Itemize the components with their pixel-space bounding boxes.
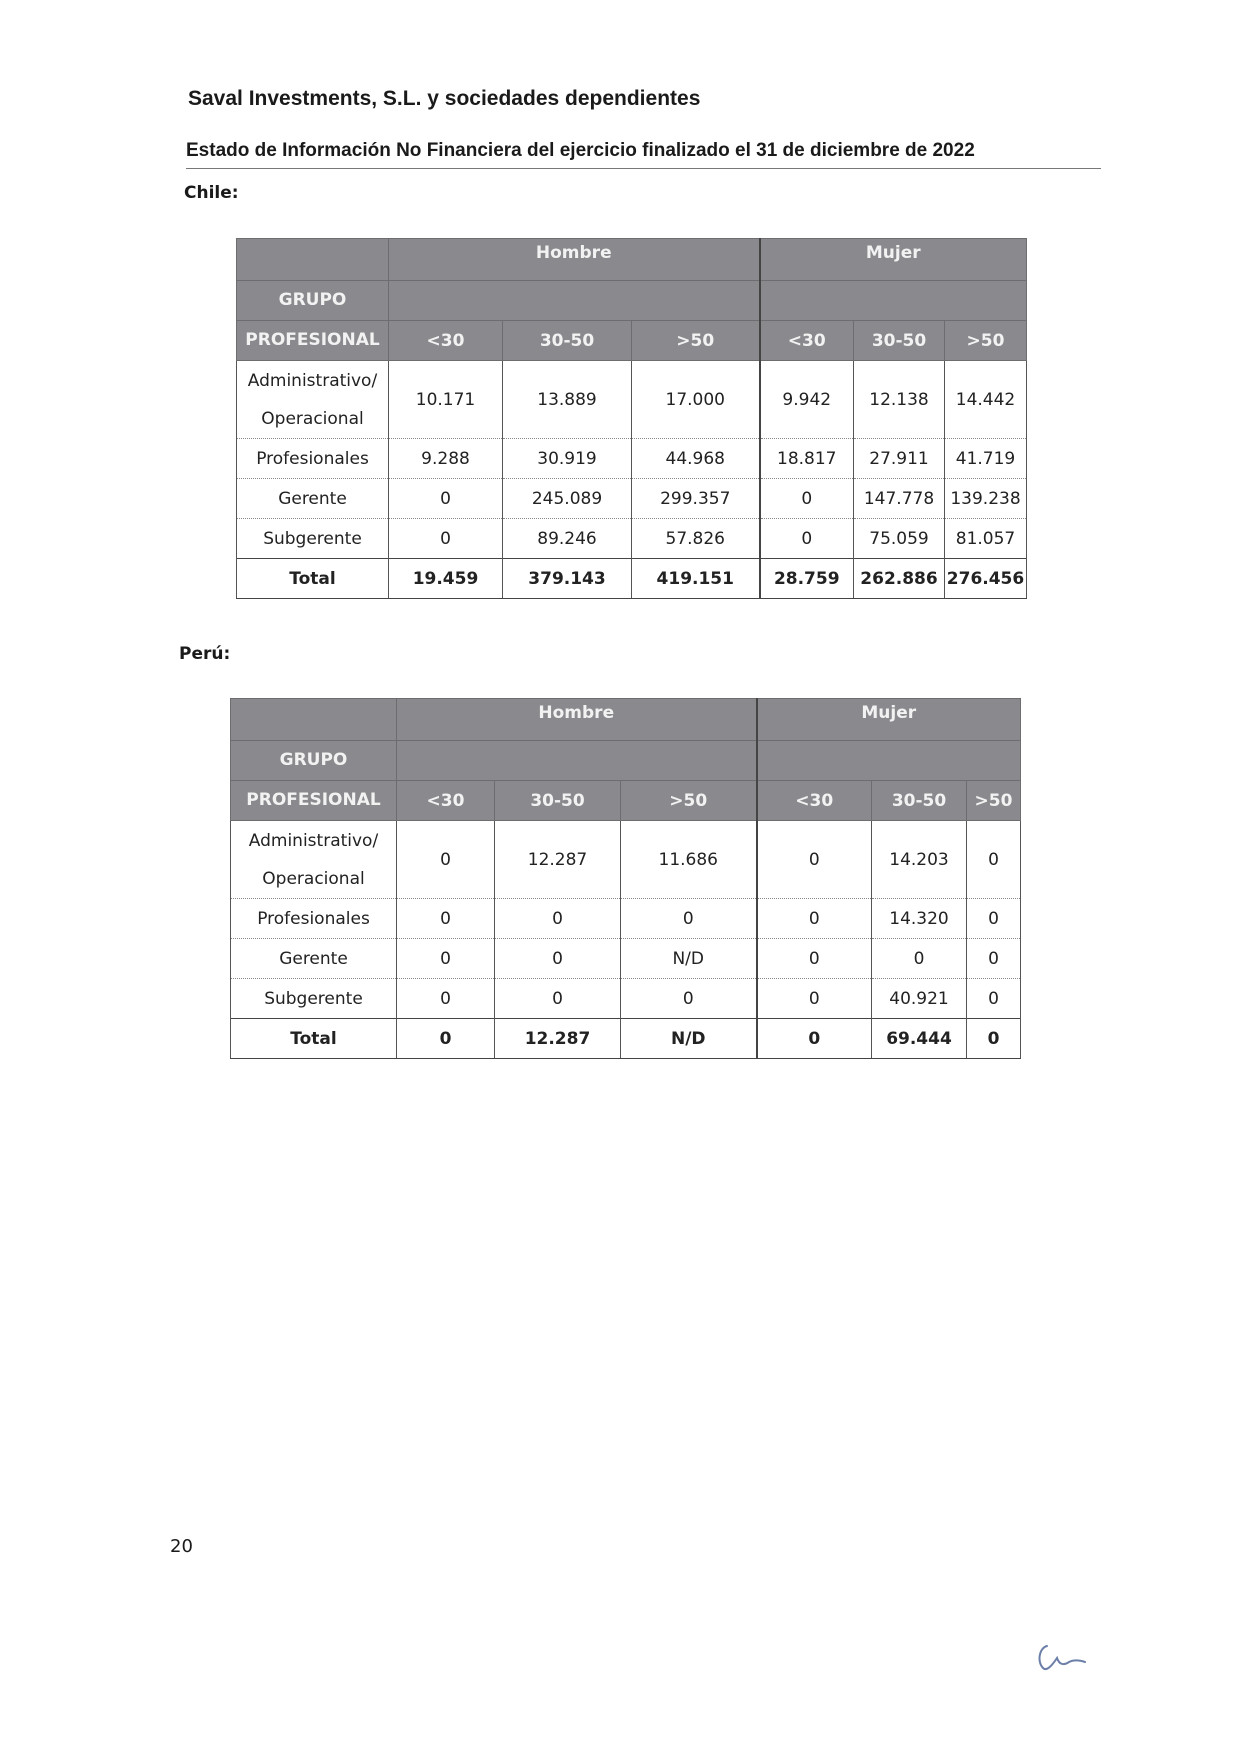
table-cell: 0	[621, 979, 757, 1019]
table-cell: 299.357	[632, 479, 760, 519]
table-cell: 12.138	[854, 361, 945, 439]
header-hombre: Hombre	[389, 239, 760, 281]
table-cell: 81.057	[945, 519, 1027, 559]
table-row	[231, 899, 1021, 939]
header-blank-mujer	[757, 741, 1021, 781]
header-grupo: GRUPO	[231, 741, 397, 781]
table-cell: 0	[397, 821, 495, 899]
table-cell: 0	[389, 479, 503, 519]
row-label-line2: Operacional	[262, 868, 365, 889]
table-cell: 139.238	[945, 479, 1027, 519]
section-label-chile: Chile:	[184, 183, 239, 203]
salary-table-chile	[236, 238, 1027, 599]
age-col-header: <30	[397, 781, 495, 821]
row-label: Subgerente	[231, 979, 397, 1019]
table-cell: 147.778	[854, 479, 945, 519]
total-cell: N/D	[621, 1019, 757, 1059]
age-col-header: >50	[945, 321, 1027, 361]
row-label: Subgerente	[237, 519, 389, 559]
table-cell: 0	[757, 821, 872, 899]
table-cell: 0	[760, 479, 854, 519]
table-cell: 0	[757, 939, 872, 979]
table-cell: 11.686	[621, 821, 757, 899]
age-col-header: >50	[621, 781, 757, 821]
table-row	[237, 519, 1027, 559]
table-cell: 0	[760, 519, 854, 559]
table-cell: 40.921	[872, 979, 967, 1019]
header-profesional: PROFESIONAL	[231, 781, 397, 821]
table-cell: 0	[967, 979, 1021, 1019]
row-label: Profesionales	[231, 899, 397, 939]
total-cell: 276.456	[945, 559, 1027, 599]
total-cell: 0	[397, 1019, 495, 1059]
company-name: Saval Investments, S.L. y sociedades dependientes	[188, 87, 701, 110]
table-cell: 14.442	[945, 361, 1027, 439]
table-cell: 0	[397, 939, 495, 979]
table-row	[231, 939, 1021, 979]
row-label	[237, 361, 389, 439]
table-cell: 12.287	[495, 821, 621, 899]
report-subtitle: Estado de Información No Financiera del ejercicio finalizado el 31 de diciembre de 2022	[186, 140, 1101, 169]
table-cell: 245.089	[503, 479, 632, 519]
header-hombre: Hombre	[397, 699, 757, 741]
header-mujer: Mujer	[757, 699, 1021, 741]
total-row	[237, 559, 1027, 599]
table-cell: 17.000	[632, 361, 760, 439]
row-label	[231, 821, 397, 899]
page-number: 20	[170, 1536, 193, 1557]
header-corner	[231, 699, 397, 741]
table-cell: 0	[967, 939, 1021, 979]
age-col-header: 30-50	[854, 321, 945, 361]
age-col-header: <30	[760, 321, 854, 361]
table-cell: 0	[389, 519, 503, 559]
table-cell: 0	[967, 821, 1021, 899]
table-cell: 9.942	[760, 361, 854, 439]
table-cell: 0	[397, 899, 495, 939]
total-cell: 379.143	[503, 559, 632, 599]
section-label-peru: Perú:	[179, 644, 231, 664]
table-cell: 0	[397, 979, 495, 1019]
row-label: Gerente	[231, 939, 397, 979]
table-cell: 41.719	[945, 439, 1027, 479]
table-cell: 0	[495, 979, 621, 1019]
table-row	[231, 821, 1021, 899]
total-cell: 28.759	[760, 559, 854, 599]
row-label-line2: Operacional	[261, 408, 364, 429]
row-label: Profesionales	[237, 439, 389, 479]
total-cell: 0	[967, 1019, 1021, 1059]
table-cell: 14.203	[872, 821, 967, 899]
row-label: Gerente	[237, 479, 389, 519]
signature-initial-icon	[1035, 1640, 1095, 1680]
total-cell: 419.151	[632, 559, 760, 599]
header-blank-hombre	[389, 281, 760, 321]
table-cell: 0	[495, 899, 621, 939]
header-mujer: Mujer	[760, 239, 1027, 281]
total-label: Total	[231, 1019, 397, 1059]
table-cell: 27.911	[854, 439, 945, 479]
table-cell: 57.826	[632, 519, 760, 559]
table-cell: 14.320	[872, 899, 967, 939]
table-row	[237, 479, 1027, 519]
table-cell: 18.817	[760, 439, 854, 479]
table-cell: 75.059	[854, 519, 945, 559]
age-col-header: 30-50	[872, 781, 967, 821]
table-row	[237, 361, 1027, 439]
age-col-header: >50	[632, 321, 760, 361]
table-cell: 44.968	[632, 439, 760, 479]
table-cell: 89.246	[503, 519, 632, 559]
table-cell: 0	[495, 939, 621, 979]
table-cell: 0	[757, 899, 872, 939]
table-row	[237, 439, 1027, 479]
salary-table-peru	[230, 698, 1021, 1059]
total-cell: 262.886	[854, 559, 945, 599]
total-cell: 19.459	[389, 559, 503, 599]
age-col-header: <30	[757, 781, 872, 821]
table-cell: 0	[757, 979, 872, 1019]
total-row	[231, 1019, 1021, 1059]
table-cell: 0	[872, 939, 967, 979]
header-blank-hombre	[397, 741, 757, 781]
header-blank-mujer	[760, 281, 1027, 321]
total-cell: 12.287	[495, 1019, 621, 1059]
table-cell: N/D	[621, 939, 757, 979]
row-label-line1: Administrativo/	[247, 370, 378, 391]
total-cell: 0	[757, 1019, 872, 1059]
total-label: Total	[237, 559, 389, 599]
row-label-line1: Administrativo/	[248, 830, 379, 851]
table-cell: 30.919	[503, 439, 632, 479]
header-corner	[237, 239, 389, 281]
table-row	[231, 979, 1021, 1019]
age-col-header: >50	[967, 781, 1021, 821]
table-cell: 10.171	[389, 361, 503, 439]
header-grupo: GRUPO	[237, 281, 389, 321]
table-cell: 0	[967, 899, 1021, 939]
header-profesional: PROFESIONAL	[237, 321, 389, 361]
table-cell: 0	[621, 899, 757, 939]
age-col-header: 30-50	[495, 781, 621, 821]
age-col-header: 30-50	[503, 321, 632, 361]
table-cell: 9.288	[389, 439, 503, 479]
age-col-header: <30	[389, 321, 503, 361]
total-cell: 69.444	[872, 1019, 967, 1059]
table-cell: 13.889	[503, 361, 632, 439]
